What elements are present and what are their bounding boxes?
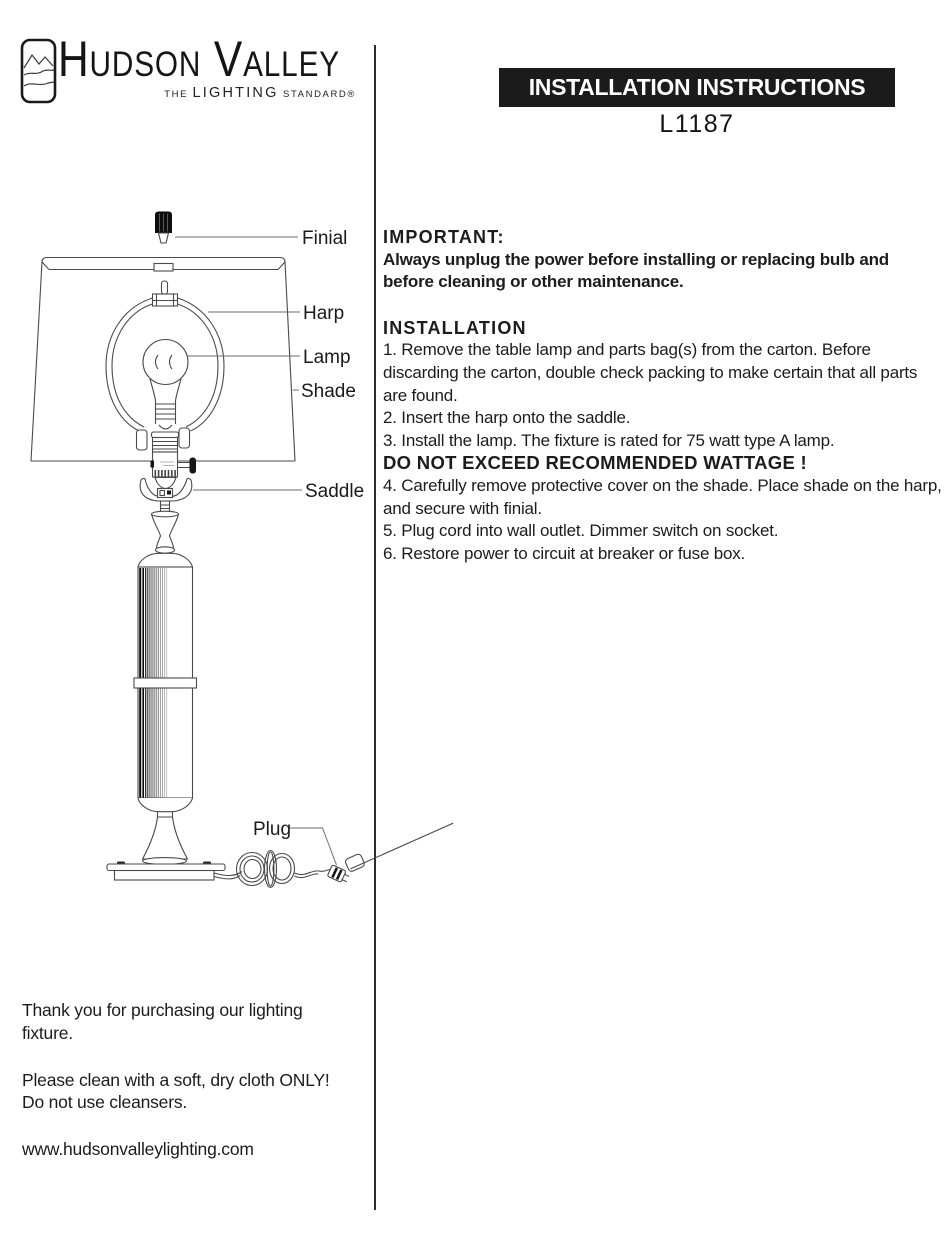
installation-step-3: 3. Install the lamp. The fixture is rated for 75 watt type A lamp. (383, 430, 835, 450)
plug-drawing (327, 813, 454, 884)
tagline-the: THE (164, 89, 189, 100)
installation-step-4: 4. Carefully remove protective cover on the shade. Place shade on the harp, and secure with finial. (383, 475, 942, 518)
thank-you-line-1: Thank you for purchasing our lighting (22, 1000, 303, 1020)
important-heading: IMPORTANT: (383, 227, 505, 247)
thank-you-line-2: fixture. (22, 1022, 73, 1043)
installation-step-1: 1. Remove the table lamp and parts bag(s) from the carton. Before discarding the carton, double check packing to make certain that all parts are found. (383, 340, 918, 405)
light-bulb-drawing (143, 340, 188, 430)
tagline-lighting: LIGHTING (192, 85, 279, 101)
tagline-standard: STANDARD® (283, 89, 356, 100)
website-url: www.hudsonvalleylighting.com (22, 1139, 254, 1160)
finial-drawing (155, 212, 172, 244)
instructions-column (383, 226, 943, 565)
cord-drawing (214, 851, 330, 888)
model-number: L1187 (659, 110, 735, 138)
lamp-diagram (0, 200, 380, 920)
brand-name: Hudson Valley (58, 31, 340, 87)
leader-lines (175, 237, 337, 865)
wattage-warning: DO NOT EXCEED RECOMMENDED WATTAGE ! (383, 452, 808, 474)
important-body: Always unplug the power before installing or replacing bulb and before cleaning or other maintenance. (383, 249, 889, 292)
installation-heading: INSTALLATION (383, 317, 527, 338)
installation-step-5: 5. Plug cord into wall outlet. Dimmer switch on socket. (383, 521, 779, 541)
label-lamp: Lamp (303, 347, 351, 368)
label-shade: Shade (301, 381, 356, 402)
brand-tagline (58, 84, 356, 102)
label-plug: Plug (253, 819, 292, 840)
label-harp: Harp (303, 303, 345, 324)
label-saddle: Saddle (305, 481, 365, 502)
base-drawing (107, 817, 225, 880)
installation-instructions-banner: INSTALLATION INSTRUCTIONS (499, 68, 895, 107)
thank-you-note (22, 999, 384, 1045)
care-line-2: Do not use cleansers. (22, 1092, 188, 1113)
installation-step-2: 2. Insert the harp onto the saddle. (383, 408, 631, 428)
care-line-1: Please clean with a soft, dry cloth ONLY! (22, 1069, 330, 1090)
footer-notes (22, 999, 384, 1161)
hudson-valley-logo-icon (20, 38, 58, 106)
neck-drawing (152, 501, 179, 557)
installation-step-6: 6. Restore power to circuit at breaker or fuse box. (383, 543, 746, 563)
label-finial: Finial (302, 228, 348, 249)
care-note (22, 1069, 384, 1115)
lamp-body-drawing (134, 553, 197, 817)
